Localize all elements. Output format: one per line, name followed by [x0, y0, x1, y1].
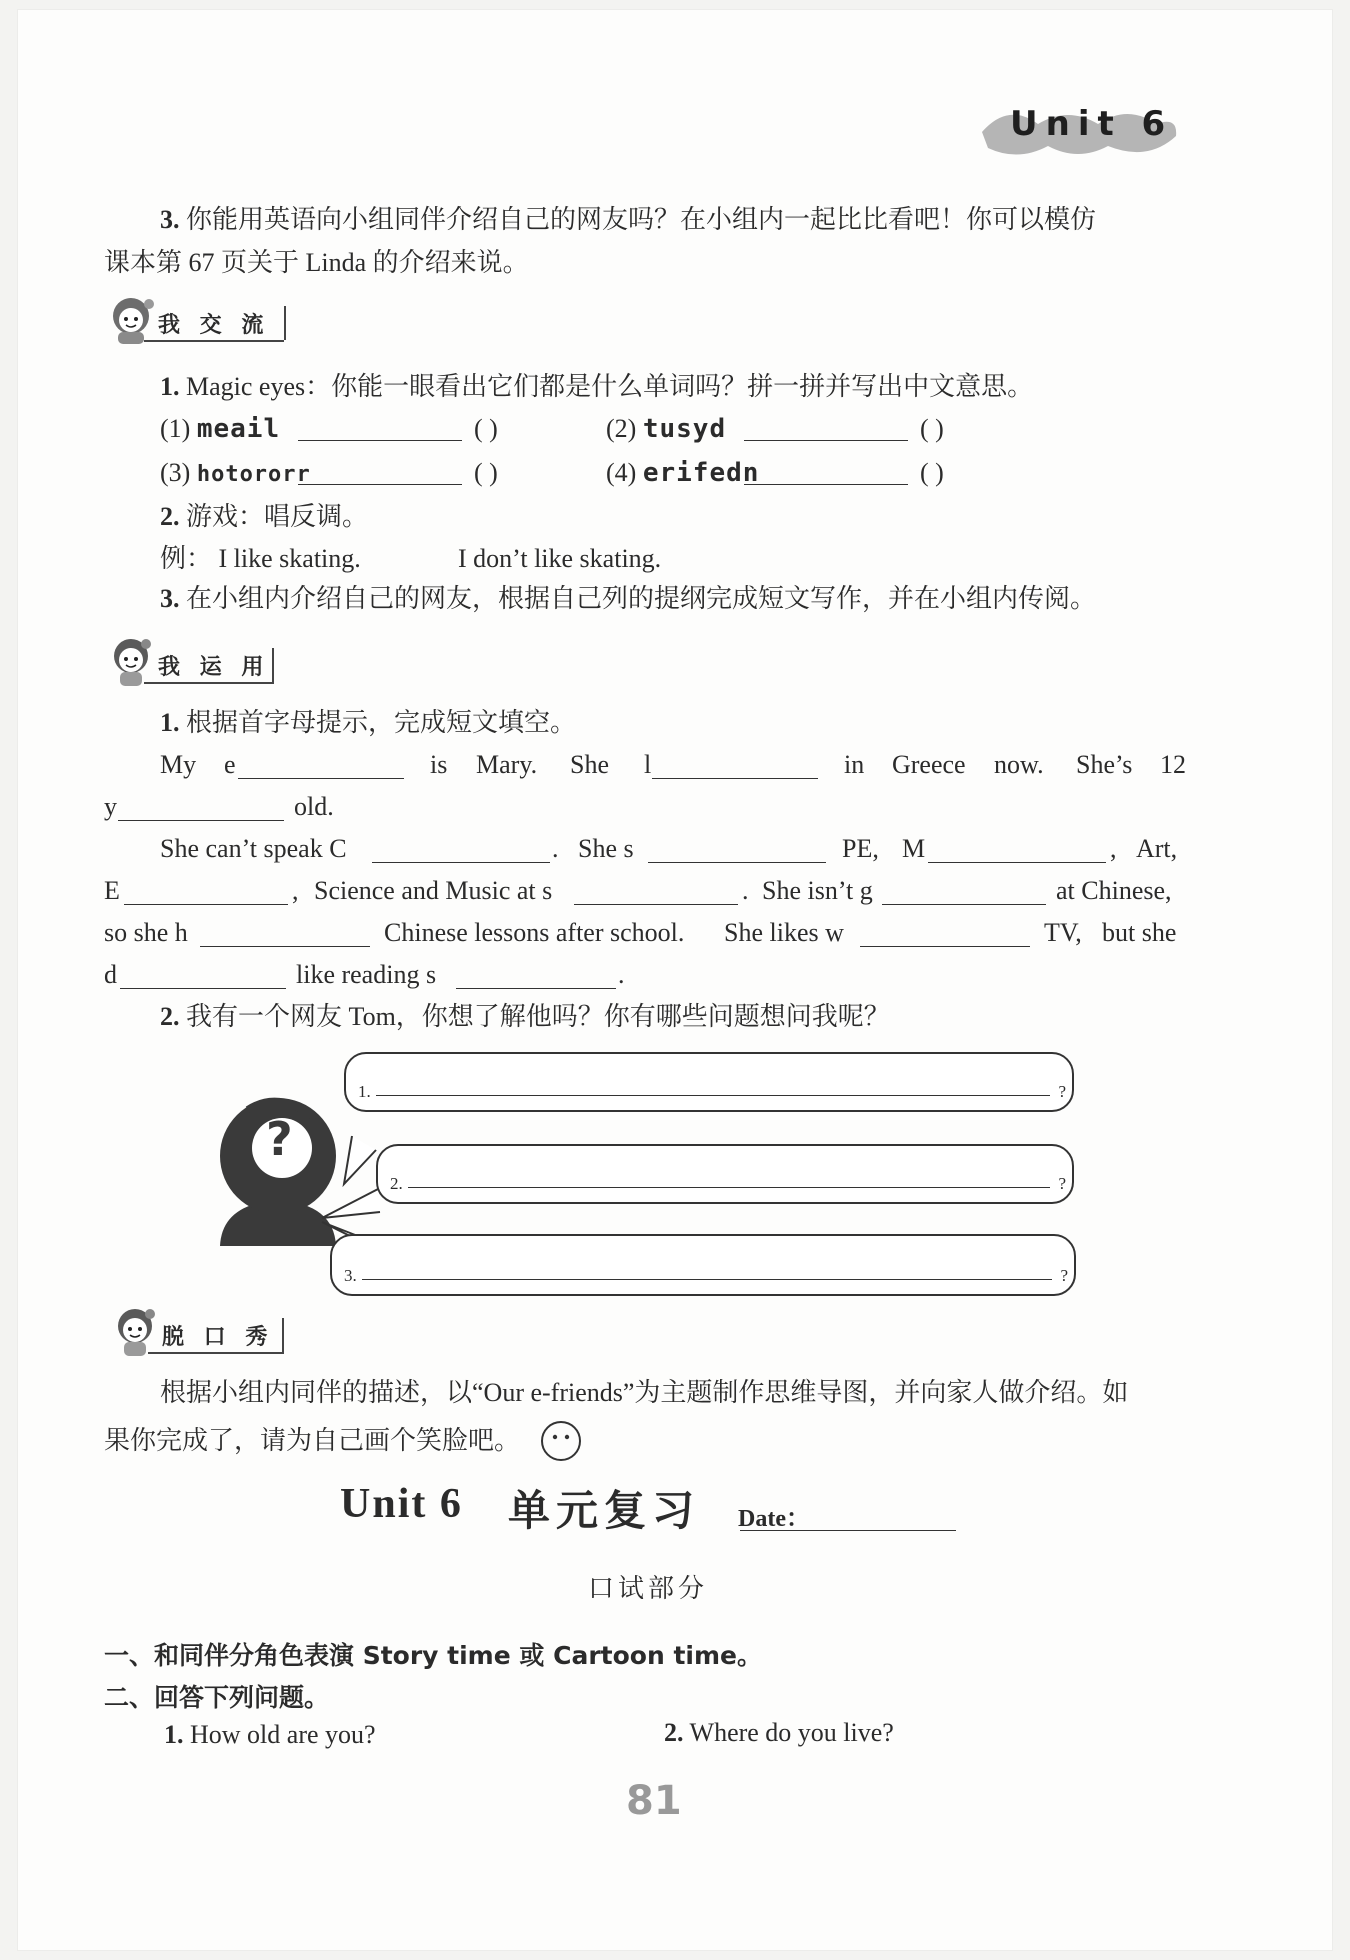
fill-blank[interactable] [574, 878, 738, 905]
question-bubble-3[interactable] [330, 1234, 1076, 1296]
q3-text: 在小组内介绍自己的网友，根据自己列的提纲完成短文写作，并在小组内传阅。 [186, 584, 1097, 613]
passage-word: so she h [104, 918, 188, 947]
passage-word: l [644, 750, 652, 779]
answer-blank-4[interactable] [744, 458, 908, 485]
passage-word: 12 [1160, 750, 1186, 779]
jiaoliu-q1 [160, 370, 1033, 404]
q2-text: 我有一个网友 Tom，你想了解他吗？你有哪些问题想问我呢？ [186, 1002, 890, 1031]
example-label: 例： [160, 544, 213, 573]
meaning-paren-4[interactable]: ( ) [920, 458, 944, 487]
passage-word: . [618, 960, 625, 989]
q2-number: 2. [160, 502, 180, 531]
answer-blank-1[interactable] [298, 414, 462, 441]
section-label-tuokouxiu: 脱 口 秀 [162, 1325, 274, 1350]
answer-line[interactable] [362, 1279, 1052, 1280]
fill-blank[interactable] [860, 920, 1030, 947]
fill-blank[interactable] [652, 752, 818, 779]
section-bar [284, 306, 286, 340]
page-number: 81 [626, 1778, 682, 1824]
scrambled-word: meail [196, 414, 281, 444]
passage-word: Science and Music at s [314, 876, 553, 905]
passage-word: now. [994, 750, 1044, 779]
intro-number: 3. [160, 205, 180, 234]
item-number: (1) [160, 414, 191, 443]
magic-item-3 [160, 456, 311, 492]
section-bar [282, 1318, 284, 1352]
section-header-yunyong [104, 636, 294, 688]
section-underline [144, 340, 284, 342]
review-q2 [664, 1716, 894, 1750]
bubble-question-mark: ? [1058, 1174, 1066, 1193]
fill-blank[interactable] [928, 836, 1106, 863]
fill-blank[interactable] [124, 878, 288, 905]
passage-word: Chinese lessons after school. [384, 918, 685, 947]
question-bubble-2[interactable] [376, 1144, 1074, 1204]
yunyong-q2 [160, 1000, 890, 1034]
fill-blank[interactable] [238, 752, 404, 779]
section-bar [272, 648, 274, 682]
passage-word: She [570, 750, 609, 779]
passage-word: like reading s [296, 960, 437, 989]
question-bubble-1[interactable] [344, 1052, 1074, 1112]
q1-text: Magic eyes：你能一眼看出它们都是什么单词吗？拼一拼并写出中文意思。 [186, 372, 1034, 401]
passage-word: d [104, 960, 117, 989]
passage-word: She likes w [724, 918, 844, 947]
intro-text-1: 你能用英语向小组同伴介绍自己的网友吗？在小组内一起比比看吧！你可以模仿 [186, 205, 1097, 234]
q1-number: 1. [160, 708, 180, 737]
passage-word: Mary. [476, 750, 538, 779]
smiley-face-icon[interactable] [540, 1420, 582, 1462]
meaning-paren-3[interactable]: ( ) [474, 458, 498, 487]
passage-word: PE, [842, 834, 879, 863]
review-title-en: Unit 6 [340, 1481, 463, 1527]
meaning-paren-2[interactable]: ( ) [920, 414, 944, 443]
tuokouxiu-line-2: 果你完成了，请为自己画个笑脸吧。 [104, 1426, 521, 1455]
magic-item-4 [606, 456, 759, 490]
example-line [160, 542, 361, 576]
passage-word: My [160, 750, 197, 779]
answer-blank-3[interactable] [298, 458, 462, 485]
intro-line-2: 课本第 67 页关于 Linda 的介绍来说。 [104, 248, 529, 277]
jiaoliu-q2 [160, 500, 368, 534]
fill-blank[interactable] [456, 962, 616, 989]
passage-word: Greece [892, 750, 966, 779]
section-underline [148, 1352, 284, 1354]
scrambled-word: erifedn [642, 458, 760, 488]
fill-blank[interactable] [200, 920, 370, 947]
item-number: (4) [606, 458, 637, 487]
passage-word: Art, [1136, 834, 1178, 863]
passage-word: at Chinese, [1056, 876, 1172, 905]
section-header-jiaoliu [104, 294, 294, 346]
date-field[interactable] [740, 1530, 956, 1531]
answer-blank-2[interactable] [744, 414, 908, 441]
bubble-number: 2. [390, 1174, 403, 1193]
bubble-question-mark: ? [1058, 1082, 1066, 1101]
section-underline [144, 682, 274, 684]
passage-word: She isn’t g [762, 876, 873, 905]
passage-word: e [224, 750, 236, 779]
q1-number: 1. [160, 372, 180, 401]
q-number: 2. [664, 1718, 684, 1747]
passage-word: M [902, 834, 926, 863]
passage-word: but she [1102, 918, 1177, 947]
passage-word: in [844, 750, 865, 779]
mystery-question-mark: ? [266, 1112, 293, 1166]
review-title-cn: 单元复习 [508, 1486, 701, 1535]
review-item-2: 二、回答下列问题。 [104, 1683, 330, 1712]
passage-word: She’s [1076, 750, 1133, 779]
answer-line[interactable] [408, 1187, 1050, 1188]
q-number: 1. [164, 1720, 184, 1749]
passage-word: is [430, 750, 448, 779]
bubble-number: 3. [344, 1266, 357, 1285]
yunyong-q1 [160, 706, 576, 740]
bubble-question-mark: ? [1060, 1266, 1068, 1285]
passage-word: y [104, 792, 117, 821]
q-text: Where do you live? [689, 1718, 894, 1747]
q2-number: 2. [160, 1002, 180, 1031]
unit-header: Unit 6 [1010, 104, 1174, 144]
section-header-tuokouxiu [108, 1306, 298, 1358]
example-a: I like skating. [218, 544, 361, 573]
fill-blank[interactable] [648, 836, 826, 863]
magic-item-1 [160, 412, 280, 446]
item-number: (2) [606, 414, 637, 443]
passage-word: . [552, 834, 559, 863]
scrambled-word: hotororr [196, 462, 311, 487]
q-text: How old are you? [190, 1720, 376, 1749]
bubble-number: 1. [358, 1082, 371, 1101]
review-item-1: 一、和同伴分角色表演 Story time 或 Cartoon time。 [104, 1641, 762, 1670]
fill-blank[interactable] [118, 794, 284, 821]
magic-item-2 [606, 412, 726, 446]
q1-text: 根据首字母提示，完成短文填空。 [186, 708, 577, 737]
passage-word: . [742, 876, 749, 905]
passage-word: She can’t speak C [160, 834, 347, 863]
fill-blank[interactable] [372, 836, 550, 863]
fill-blank[interactable] [882, 878, 1046, 905]
jiaoliu-q3 [160, 582, 1096, 616]
q3-number: 3. [160, 584, 180, 613]
q2-text: 游戏：唱反调。 [186, 502, 369, 531]
passage-word: TV, [1044, 918, 1082, 947]
meaning-paren-1[interactable]: ( ) [474, 414, 498, 443]
example-b: I don’t like skating. [458, 544, 662, 573]
passage-word: E [104, 876, 120, 905]
section-label-yunyong: 我 运 用 [158, 655, 270, 680]
passage-word: old. [294, 792, 334, 821]
item-number: (3) [160, 458, 191, 487]
fill-blank[interactable] [120, 962, 286, 989]
passage-word: She s [578, 834, 634, 863]
tuokouxiu-line-1: 根据小组内同伴的描述，以“Our e-friends”为主题制作思维导图，并向家人做介绍。如 [160, 1378, 1129, 1407]
intro-line-1 [160, 203, 1096, 237]
section-label-jiaoliu: 我 交 流 [158, 313, 270, 338]
scrambled-word: tusyd [642, 414, 727, 444]
passage-word: , [1110, 834, 1117, 863]
answer-line[interactable] [376, 1095, 1050, 1096]
oral-heading: 口试部分 [588, 1574, 709, 1603]
passage-word: , [292, 876, 299, 905]
review-q1 [164, 1718, 376, 1752]
date-label: Date： [738, 1506, 810, 1532]
